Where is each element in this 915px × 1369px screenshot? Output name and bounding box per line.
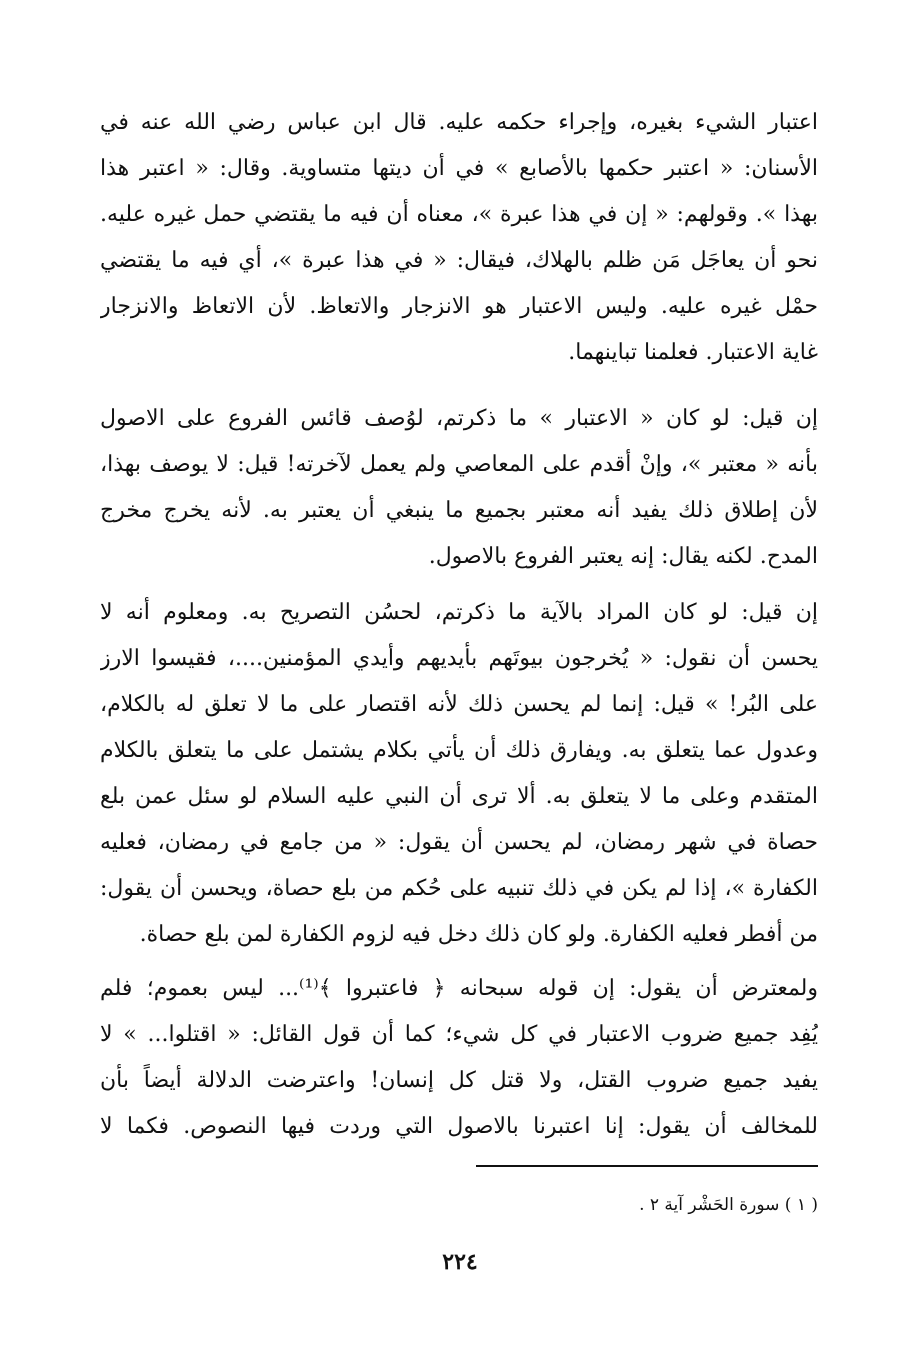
text-line: ولمعترض أن يقول: إن قوله سبحانه ﴿ فاعتبروا ﴾⁽¹⁾... ليس بعموم؛ فلم [100, 976, 818, 1001]
text-line: إن قيل: لو كان المراد بالآية ما ذكرتم، لحسُن التصريح به. ومعلوم أنه لا [100, 600, 818, 625]
text-line: الأسنان: « اعتبر حكمها بالأصابع » في أن ديتها متساوية. وقال: « اعتبر هذا [100, 156, 818, 181]
paragraph-4 [100, 966, 818, 1150]
text-line: حصاة في شهر رمضان، لم يحسن أن يقول: « من جامع في رمضان، فعليه [100, 830, 818, 855]
page-number: ٢٢٤ [442, 1249, 478, 1275]
text-line: للمخالف أن يقول: إنا اعتبرنا بالاصول التي وردت فيها النصوص. فكما لا [100, 1114, 818, 1139]
text-line: نحو أن يعاجَل مَن ظلم بالهلاك، فيقال: « في هذا عبرة »، أي فيه ما يقتضي [100, 248, 818, 273]
text-line: من أفطر فعليه الكفارة. ولو كان ذلك دخل فيه لزوم الكفارة لمن بلع حصاة. [139, 922, 818, 947]
paragraph-2 [100, 396, 818, 580]
text-line: يُفِد جميع ضروب الاعتبار في كل شيء؛ كما أن قول القائل: « اقتلوا... » لا [100, 1022, 818, 1047]
text-line: حمْل غيره عليه. وليس الاعتبار هو الانزجار والاتعاظ. لأن الاتعاظ والانزجار [100, 294, 818, 319]
text-line: وعدول عما يتعلق به. ويفارق ذلك أن يأتي بكلام يشتمل على ما يتعلق بالكلام [100, 738, 818, 763]
text-line: المتقدم وعلى ما لا يتعلق به. ألا ترى أن النبي عليه السلام لو سئل عمن بلع [100, 784, 818, 809]
text-line: بأنه « معتبر »، وإنْ أقدم على المعاصي ولم يعمل لآخرته! قيل: لا يوصف بهذا، [100, 452, 818, 477]
footnote: ( ١ ) سورة الحَشْر آية ٢ . [639, 1195, 818, 1215]
text-line: المدح. لكنه يقال: إنه يعتبر الفروع بالاصول. [428, 544, 818, 569]
text-line: على البُر! » قيل: إنما لم يحسن ذلك لأنه اقتصار على ما لا تعلق له بالكلام، [100, 692, 818, 717]
text-line: يفيد جميع ضروب القتل، ولا قتل كل إنسان! واعترضت الدلالة أيضاً بأن [100, 1068, 818, 1093]
text-line: بهذا ». وقولهم: « إن في هذا عبرة »، معناه أن فيه ما يقتضي حمل غيره عليه. [100, 202, 818, 227]
text-line: لأن إطلاق ذلك يفيد أنه معتبر بجميع ما ينبغي أن يعتبر به. لأنه يخرج مخرج [100, 498, 818, 523]
paragraph-1 [100, 100, 818, 376]
text-line: إن قيل: لو كان « الاعتبار » ما ذكرتم، لوُصف قائس الفروع على الاصول [100, 406, 818, 431]
text-line: غاية الاعتبار. فعلمنا تباينهما. [568, 340, 818, 365]
paragraph-3 [100, 590, 818, 958]
footnote-separator [476, 1165, 818, 1167]
text-line: الكفارة »، إذا لم يكن في ذلك تنبيه على حُكم من بلع حصاة، ويحسن أن يقول: [100, 876, 818, 901]
text-line: اعتبار الشيء بغيره، وإجراء حكمه عليه. قال ابن عباس رضي الله عنه في [100, 110, 818, 135]
text-line: يحسن أن نقول: « يُخرجون بيوتَهم بأيديهم وأيدي المؤمنين....، فقيسوا الارز [100, 646, 818, 671]
